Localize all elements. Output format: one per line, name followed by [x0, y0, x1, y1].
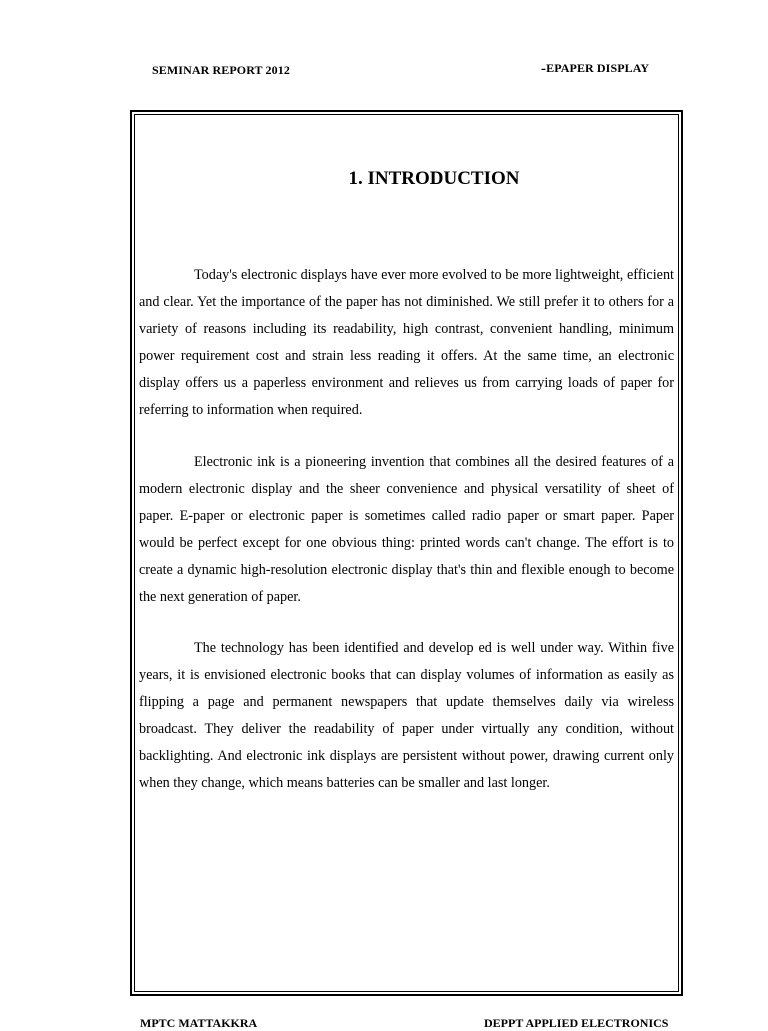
header-topic-label: EPAPER DISPLAY [546, 61, 650, 75]
section-title: 1. INTRODUCTION [348, 168, 520, 189]
footer-institution: MPTC MATTAKKRA [140, 1016, 258, 1030]
footer-department: DEPPT APPLIED ELECTRONICS [484, 1016, 669, 1030]
paragraph-3 [139, 635, 674, 797]
header-report-title: SEMINAR REPORT 2012 [152, 63, 290, 77]
paragraph-1-text: Today's electronic displays have ever more evolved to be more lightweight, efficient and clear. Yet the importance of the paper has not diminished. We still prefer it to others for a variety of reasons including its readability, high contrast, convenient handling, minimum power requirement cost and strain less reading it offers. At the same time, an electronic display offers us a paperless environment and relieves us from carrying loads of paper for referring to information when required. [139, 267, 674, 418]
header-dash: - [541, 61, 547, 77]
paragraph-1 [139, 262, 674, 424]
paragraph-2-text: Electronic ink is a pioneering invention that combines all the desired features of a modern electronic display and the sheer convenience and physical versatility of sheet of paper. E-paper or electronic paper is sometimes called radio paper or smart paper. Paper would be perfect except for one obvious thing: printed words can't change. The effort is to create a dynamic high-resolution electronic display that's thin and flexible enough to become the next generation of paper. [139, 454, 674, 605]
paragraph-2 [139, 449, 674, 611]
header-document-topic [541, 60, 649, 77]
paragraph-3-text: The technology has been identified and develop ed is well under way. Within five years, it is envisioned electronic books that can display volumes of information as easily as flipping a page and permanent newspapers that update themselves daily via wireless broadcast. They deliver the readability of paper under virtually any condition, without backlighting. And electronic ink displays are persistent without power, drawing current only when they change, which means batteries can be smaller and last longer. [139, 640, 674, 791]
